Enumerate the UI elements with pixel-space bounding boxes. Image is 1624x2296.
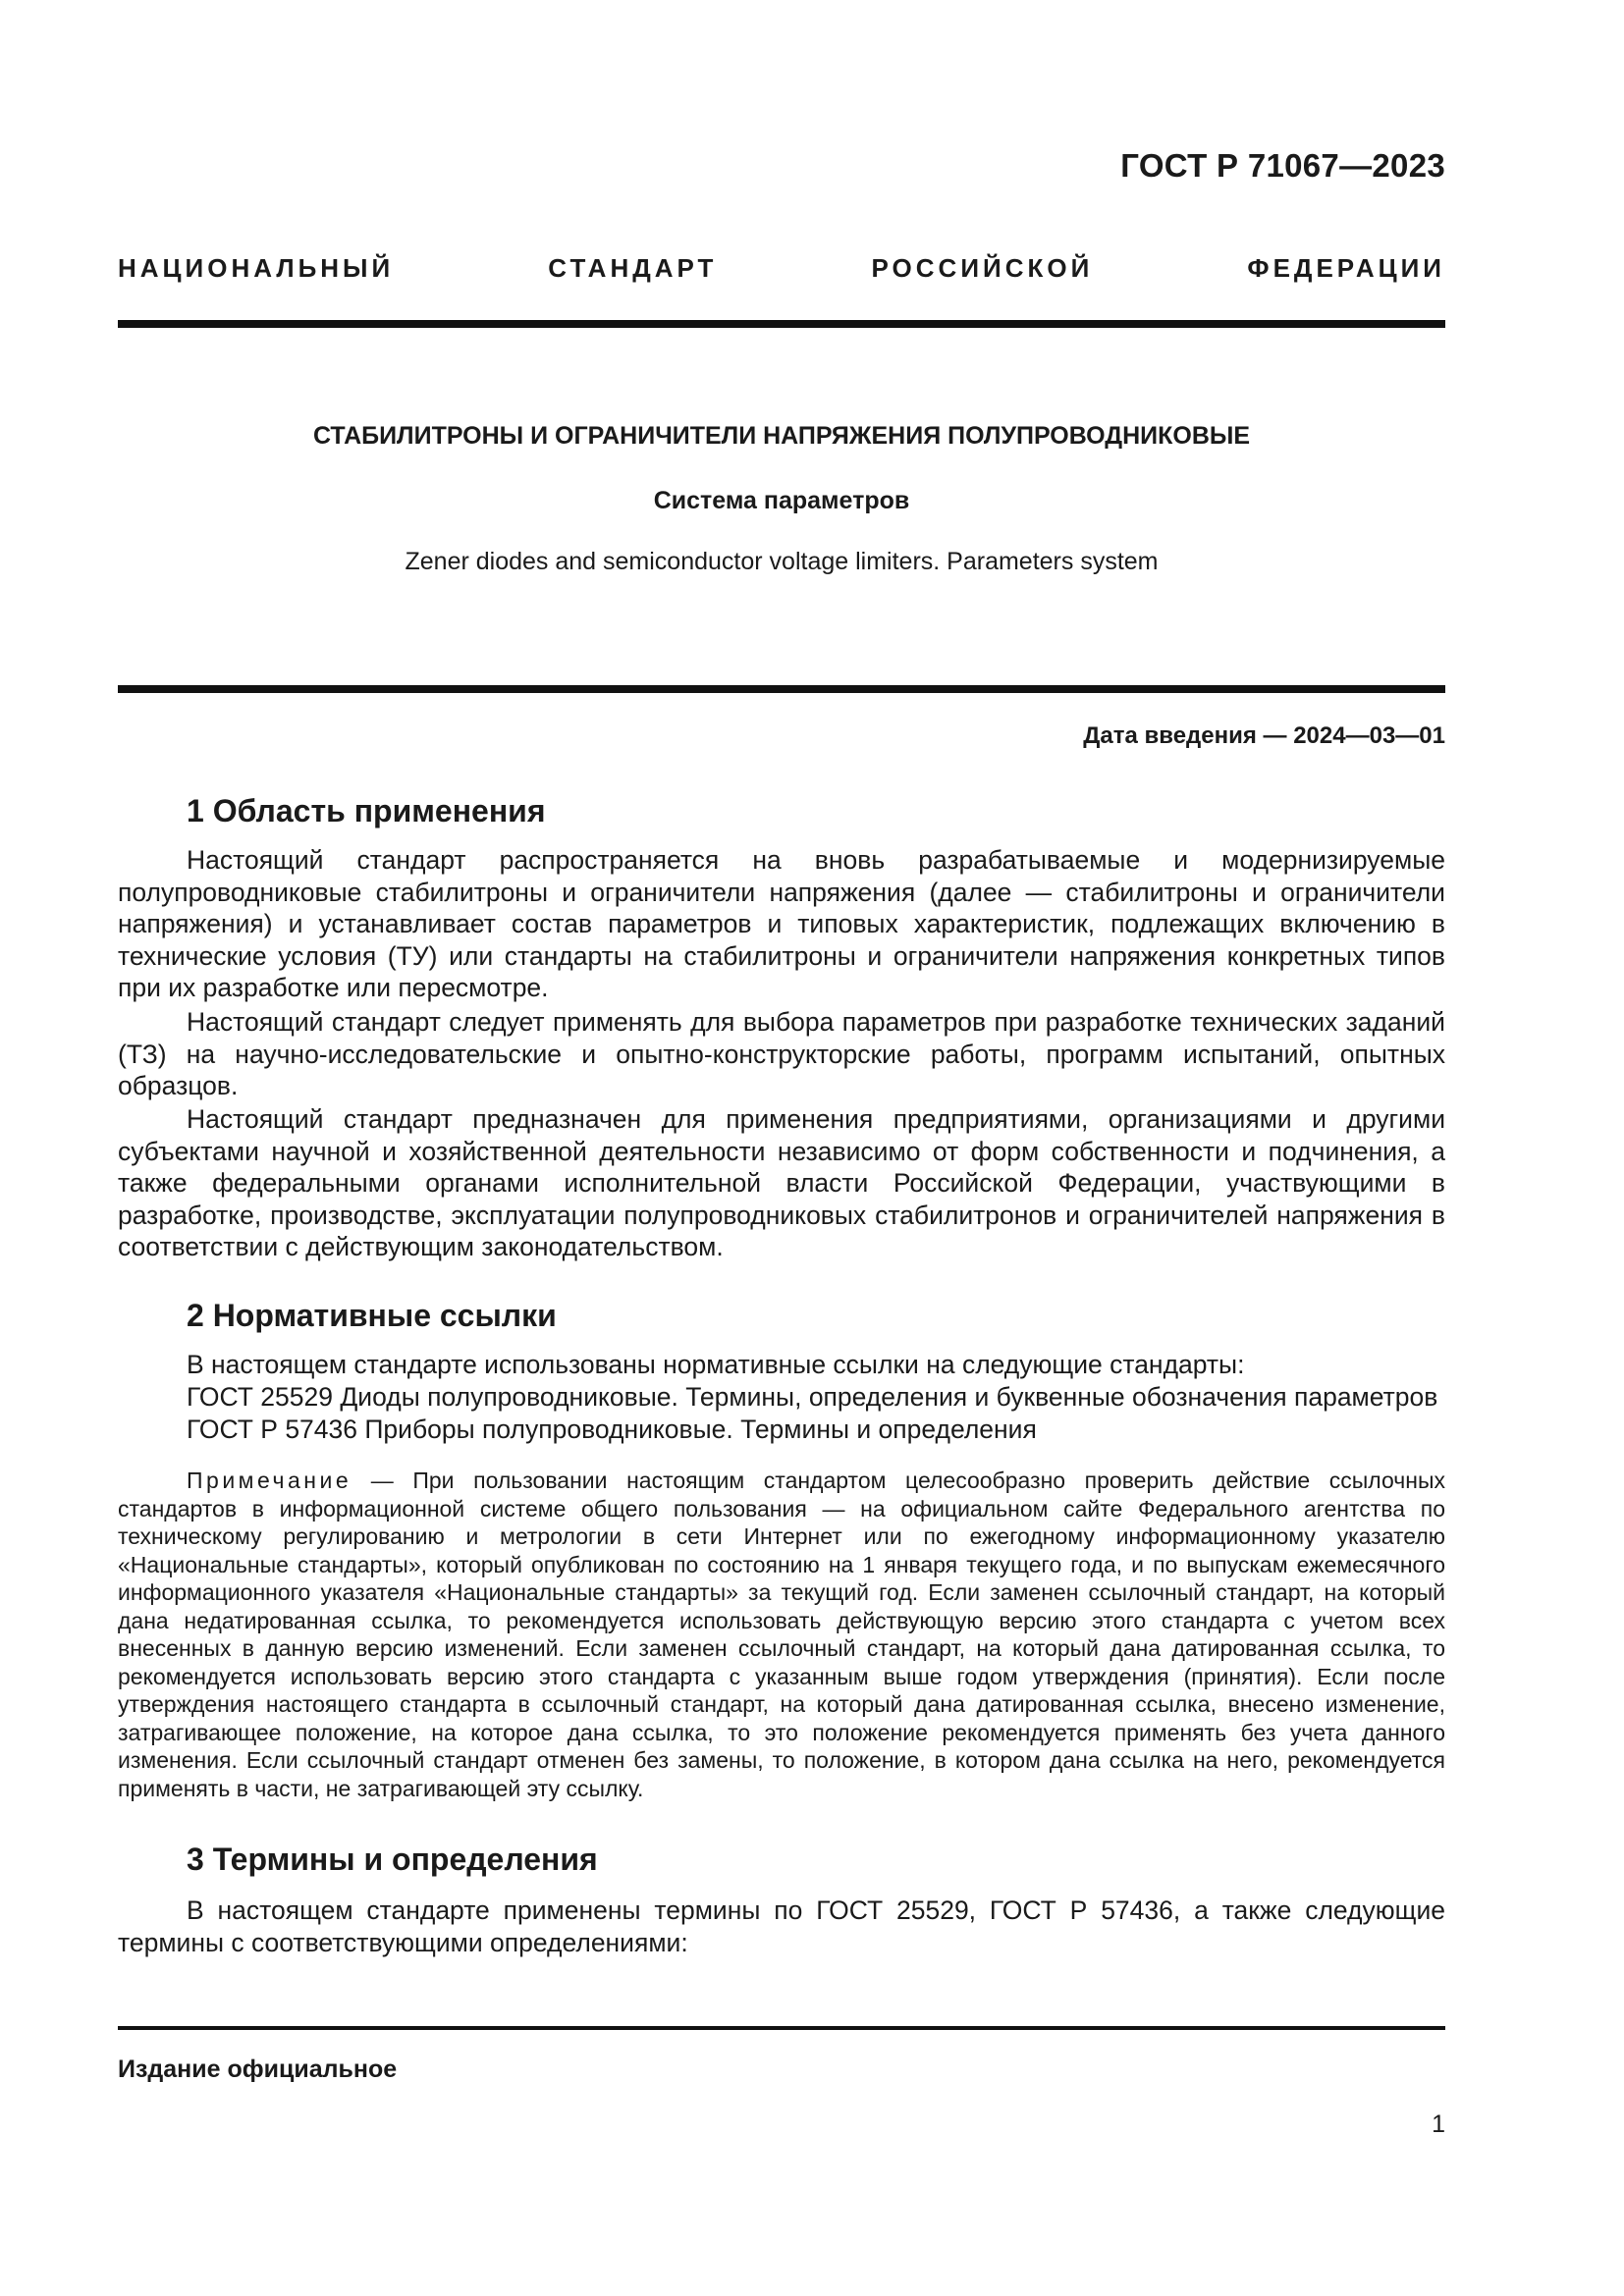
normative-reference-2: ГОСТ Р 57436 Приборы полупроводниковые. Термины и определения — [187, 1415, 1037, 1444]
section-1-heading: 1 Область применения — [187, 793, 546, 828]
document-subtitle: Система параметров — [653, 487, 910, 514]
section-1-paragraph-2: Настоящий стандарт следует применять для выбора параметров при разработке технических заданий (ТЗ) на научно-исследовательские и опытно-конструкторские работы, программ испытаний, опытных образцов. — [118, 1007, 1445, 1100]
title-rule — [118, 685, 1445, 693]
note-label: Примечание — [187, 1468, 352, 1493]
section-3-heading: 3 Термины и определения — [187, 1842, 598, 1877]
section-1-paragraph-1: Настоящий стандарт распространяется на вновь разрабатываемые и модернизируемые полупроводниковые стабилитроны и ограничители напряжения (далее — стабилитроны и ограничители напряжения) и устанавливает состав параметров и типовых характеристик, подлежащих включению в технические условия (ТУ) или стандарты на стабилитроны и ограничители напряжения конкретных типов при их разработке или пересмотре. — [118, 845, 1445, 1002]
page-number: 1 — [1432, 2110, 1445, 2138]
normative-reference-1: ГОСТ 25529 Диоды полупроводниковые. Термины, определения и буквенные обозначения параметров — [187, 1382, 1438, 1412]
section-3-paragraph-1: В настоящем стандарте применены термины по ГОСТ 25529, ГОСТ Р 57436, а также следующие термины с соответствующими определениями: — [118, 1896, 1445, 1957]
standard-number: ГОСТ Р 71067—2023 — [1120, 147, 1445, 184]
official-edition-label: Издание официальное — [118, 2056, 398, 2083]
english-title: Zener diodes and semiconductor voltage limiters. Parameters system — [405, 548, 1159, 575]
section-2-intro: В настоящем стандарте использованы нормативные ссылки на следующие стандарты: — [187, 1350, 1245, 1379]
header-rule — [118, 320, 1445, 328]
note-text: — При пользовании настоящим стандартом целесообразно проверить действие ссылочных стандартов в информационной системе общего пользования — на официальном сайте Федерального агентства по техническому регулированию и метрологии в сети Интернет или по ежегодному информационному указателю «Национальные стандарты», который опубликован по состоянию на 1 января текущего года, и по выпускам ежемесячного информационного указателя «Национальные стандарты» за текущий год. Если заменен ссылочный стандарт, на который дана недатированная ссылка, то рекомендуется использовать действующую версию этого стандарта с учетом всех внесенных в данную версию изменений. Если заменен ссылочный стандарт, на который дана датированная ссылка, то рекомендуется использовать версию этого стандарта с указанным выше годом утверждения (принятия). Если после утверждения настоящего стандарта в ссылочный стандарт, на который дана датированная ссылка, внесено изменение, затрагивающее положение, на которое дана ссылка, то это положение рекомендуется применять без учета данного изменения. Если ссылочный стандарт отменен без замены, то положение, в котором дана ссылка на него, рекомендуется применять в части, не затрагивающей эту ссылку. — [118, 1468, 1445, 1801]
section-1-paragraph-3: Настоящий стандарт предназначен для применения предприятиями, организациями и другими субъектами научной и хозяйственной деятельности независимо от форм собственности и подчинения, а также федеральными органами исполнительной власти Российской Федерации, участвующими в разработке, производстве, эксплуатации полупроводниковых стабилитронов и ограничителей напряжения в соответствии с действующим законодательством. — [118, 1104, 1445, 1261]
section-2-note — [118, 1467, 1445, 1802]
document-title: СТАБИЛИТРОНЫ И ОГРАНИЧИТЕЛИ НАПРЯЖЕНИЯ ПОЛУПРОВОДНИКОВЫЕ — [312, 422, 1251, 450]
footer-rule — [118, 2026, 1445, 2030]
section-2-heading: 2 Нормативные ссылки — [187, 1298, 557, 1333]
national-standard-banner: НАЦИОНАЛЬНЫЙ СТАНДАРТ РОССИЙСКОЙ ФЕДЕРАЦИИ — [118, 253, 1445, 283]
introduction-date: Дата введения — 2024—03—01 — [1083, 722, 1445, 749]
